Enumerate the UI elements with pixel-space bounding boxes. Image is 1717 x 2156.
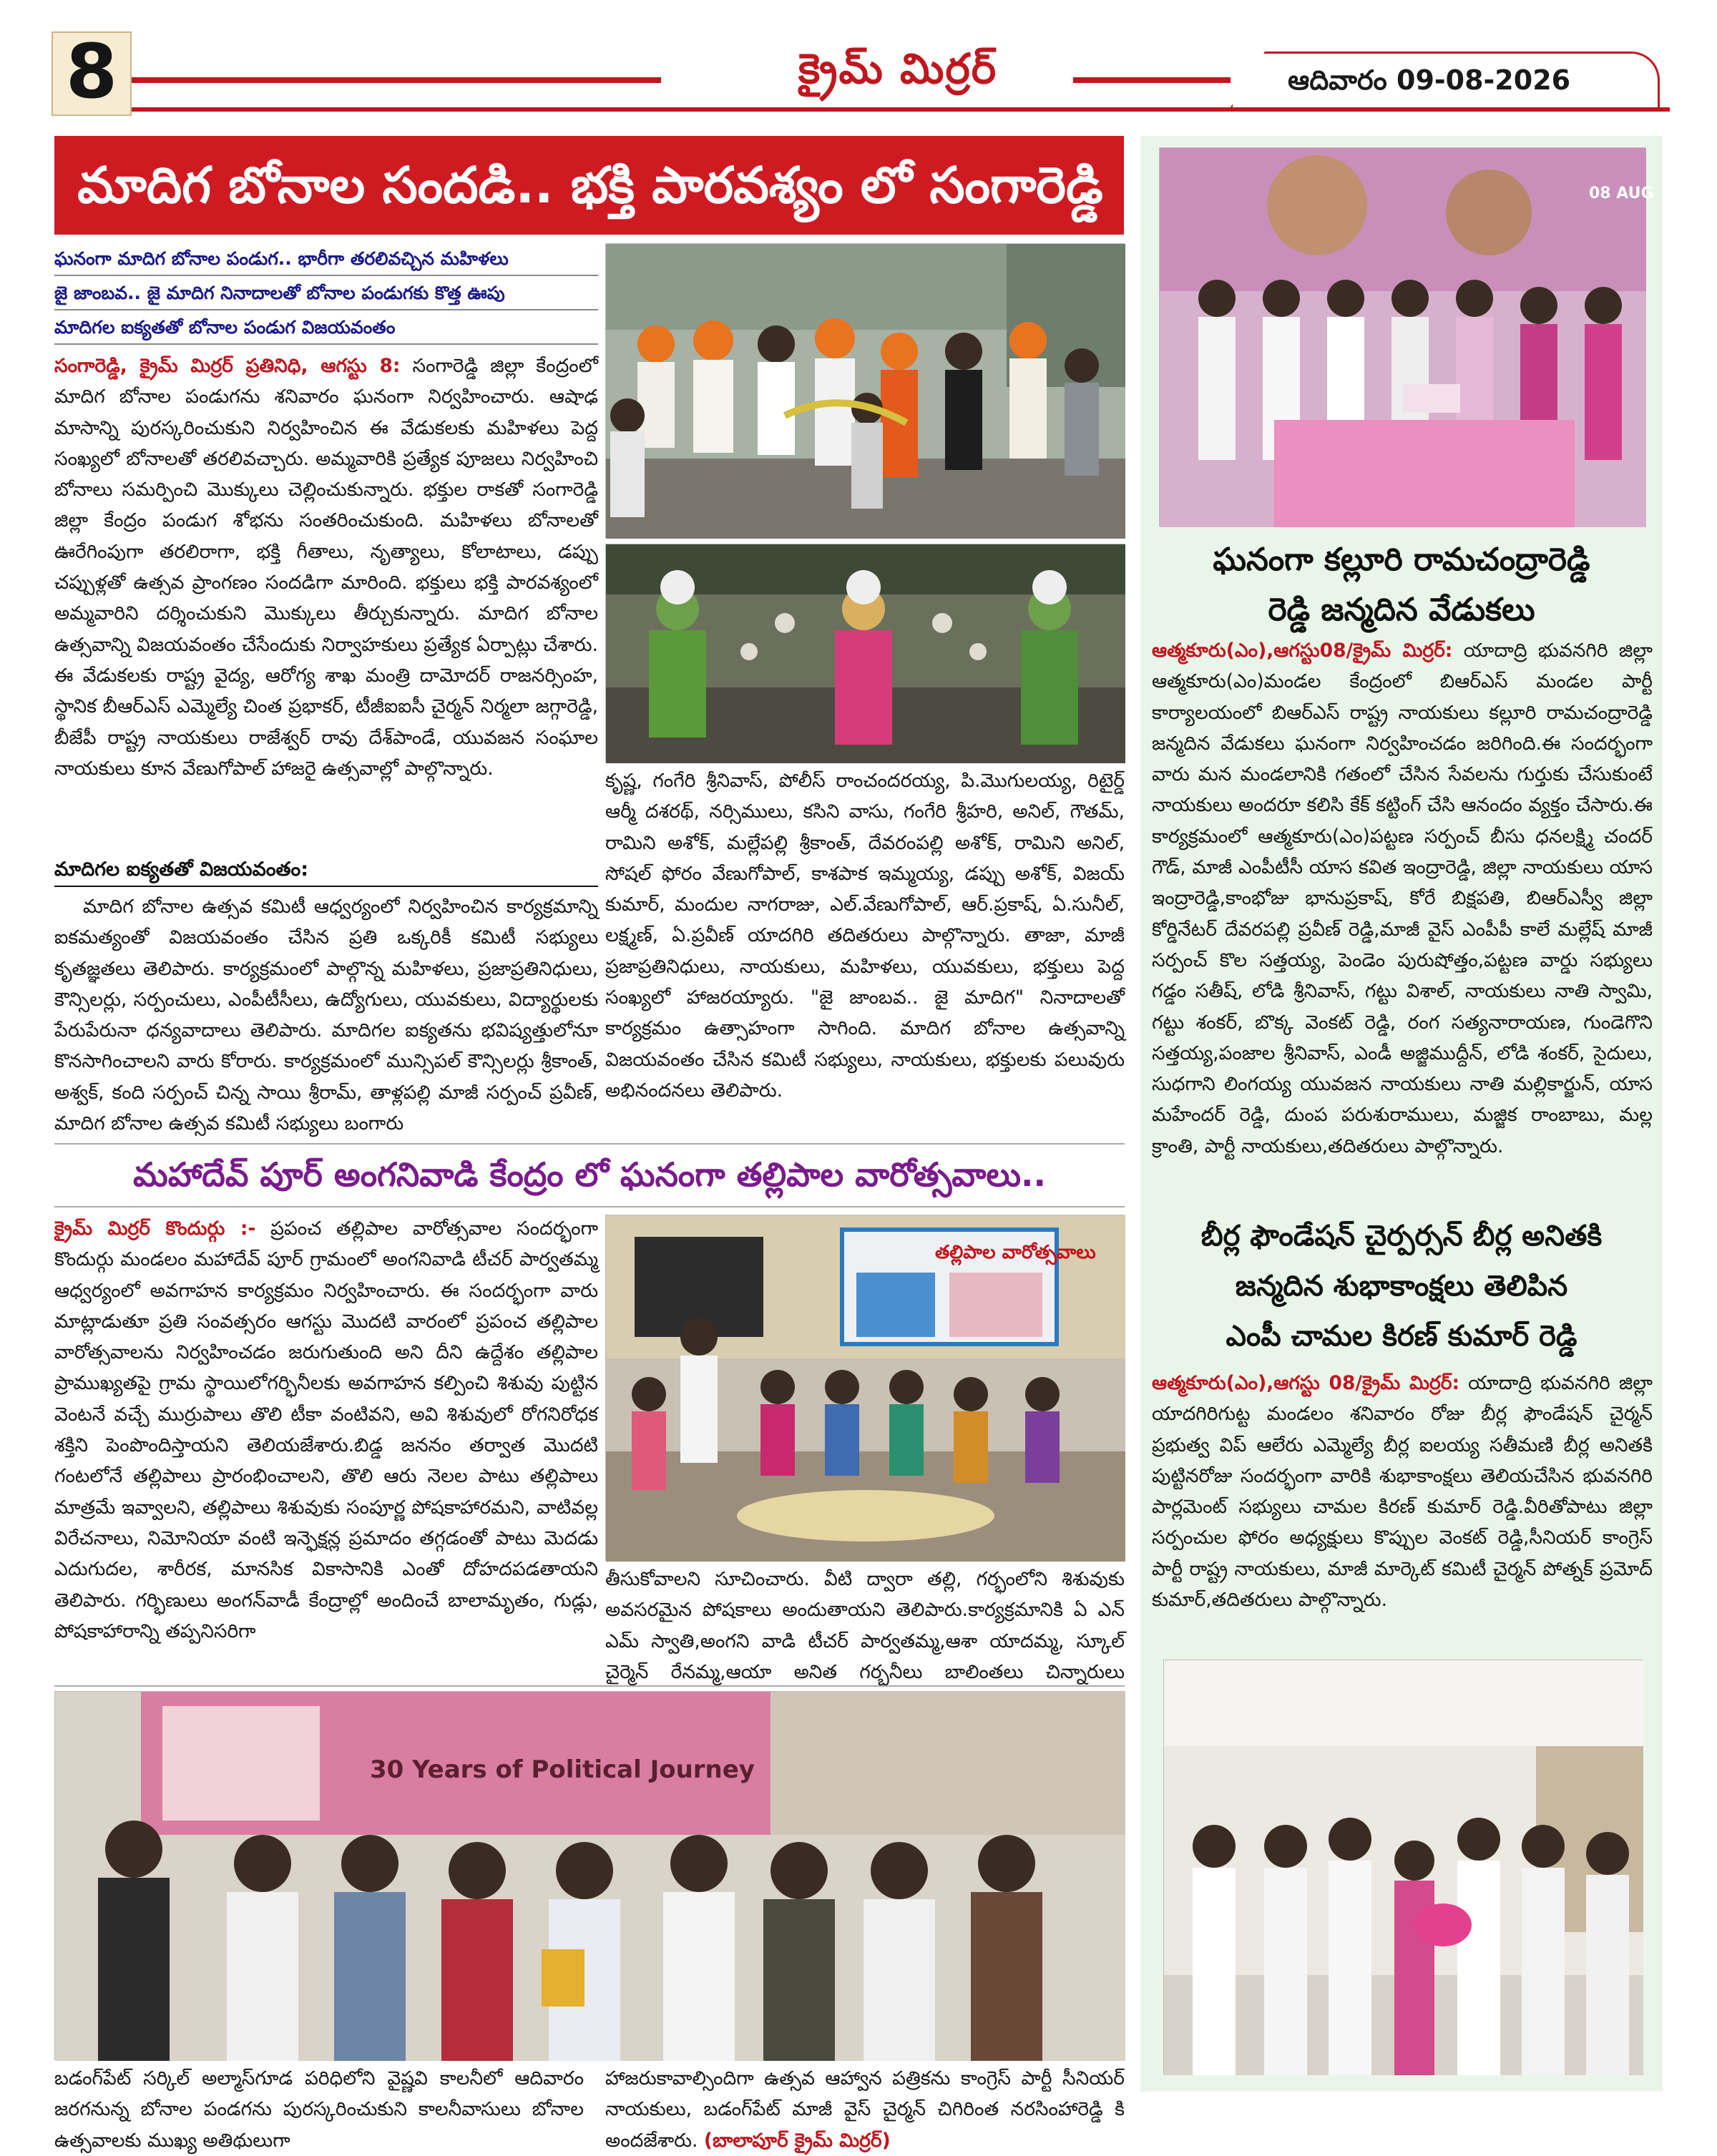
birthday-greeting-illustration xyxy=(1164,1660,1643,2075)
side2-headline-line1: బీర్ల ఫౌండేషన్ చైర్పర్సన్ బీర్ల అనితకి xyxy=(1200,1220,1603,1253)
side1-body xyxy=(1152,635,1653,1200)
birthday-greeting-photo xyxy=(1163,1660,1643,2074)
cake-cutting-illustration xyxy=(1160,148,1654,527)
story3-para2: హాజరుకావాల్సిందిగా ఉత్సవ ఆహ్వాన పత్రికను కాంగ్రెస్ పార్టీ సీనియర్ నాయకులు, బడంగ్‌పేట్ మాజీ వైస్ చైర్మన్ చిగిరింత నరసింహారెడ్డి కి అందజేశారు. xyxy=(605,2067,1125,2152)
story1-subhead-1: ఘనంగా మాదిగ బోనాల పండుగ.. భారీగా తరలివచ్చిన మహిళలు xyxy=(54,248,509,269)
newspaper-logo: క్రైమ్ మిర్రర్ xyxy=(798,44,998,93)
side1-headline-line2: రెడ్డి జన్మదిన వేడుకలు xyxy=(1268,592,1535,628)
story2-body-col1 xyxy=(54,1213,598,1678)
story1-para2: మాదిగ బోనాల ఉత్సవ కమిటీ ఆధ్వర్యంలో నిర్వహించిన కార్యక్రమాన్ని ఐకమత్యంతో విజయవంతం చేసిన ప్రతి ఒక్కరికీ కమిటీ సభ్యులు కృతజ్ఞతలు తెలిపారు. కార్యక్రమంలో పాల్గొన్న మహిళలు, ప్రజాప్రతినిధులు, కౌన్సిలర్లు, సర్పంచులు, ఎంపీటీసీలు, ఉద్యోగులు, యువకులు, విద్యార్థులకు పేరుపేరునా ధన్యవాదాలు తెలిపారు. మాదిగల ఐక్యతను భవిష్యత్తులోనూ కొనసాగించాలని వారు కోరారు. కార్యక్రమంలో మున్సిపల్ కౌన్సిలర్లు శ్రీకాంత్, అశ్వక్, కంది సర్పంచ్ చిన్న సాయి శ్రీరామ్, తాళ్లపల్లి మాజీ సర్పంచ్ ప్రవీణ్, మాదిగ బోనాల ఉత్సవ కమిటీ సభ్యులు బంగారు xyxy=(54,896,598,1135)
anganwadi-banner-text: తల్లిపాల వారోత్సవాలు xyxy=(935,1242,1096,1263)
story1-para3: కృష్ణ, గంగేరి శ్రీనివాస్, పోలీస్ రాంచందరయ్య, పి.మొగులయ్య, రిటైర్డ్ ఆర్మీ దశరథ్, నర్సిములు, కసిని వాసు, గంగేరి శ్రీహరి, అనిల్, గౌతమ్, రామిని అశోక్, మల్లేపల్లి శ్రీకాంత్, దేవరంపల్లి అశోక్, రామిని అనిల్, సోషల్ ఫోరం వేణుగోపాల్, కాశపాక ఇమ్మయ్య, డప్పు అశోక్, విజయ్ కుమార్, మందుల నాగరాజు, ఎల్.వేణుగోపాల్, ఆర్.ప్రకాష్, ఏ.సునీల్, లక్ష్మణ్, ఏ.ప్రవీణ్ యాదగిరి తదితరులు పాల్గొన్నారు. తాజా, మాజీ ప్రజాప్రతినిధులు, నాయకులు, మహిళలు, యువకులు, భక్తులు పెద్ద సంఖ్యలో హాజరయ్యారు. "జై జాంబవ.. జై మాదిగ" నినాదాలతో కార్యక్రమం ఉత్సాహంగా సాగింది. మాదిగ బోనాల ఉత్సవాన్ని విజయవంతం చేసిన కమిటీ సభ్యులు, నాయకులు, భక్తులకు పలువురు అభినందనలు తెలిపారు. xyxy=(605,770,1125,1102)
deity-figures-photo xyxy=(605,544,1125,763)
story2-para2: తీసుకోవాలని సూచించారు. వీటి ద్వారా తల్లి, గర్భంలోని శిశువుకు అవసరమైన పోషకాలు అందుతాయని తెలిపారు.కార్యక్రమానికి ఏ ఎన్ ఎమ్ స్వాతి,అంగని వాడి టీచర్ పార్వతమ్మ,ఆశా యాదమ్మ, స్కూల్ చైర్మెన్ రేనమ్మ,ఆయా అనిత గర్భనీలు బాలింతలు చిన్నారులు xyxy=(605,1568,1125,1683)
side2-headline-line3: ఎంపీ చామల కిరణ్ కుమార్ రెడ్డి xyxy=(1226,1320,1577,1353)
masthead-rule xyxy=(132,107,1670,112)
photo-banner-text: 30 Years of Political Journey xyxy=(370,1755,755,1784)
section-divider xyxy=(54,1206,1125,1207)
page-number: 8 xyxy=(65,28,118,115)
anganwadi-photo xyxy=(605,1215,1125,1561)
section-divider xyxy=(54,1143,1125,1145)
section-rule xyxy=(54,886,598,887)
cake-cutting-photo xyxy=(1159,147,1654,526)
side2-body xyxy=(1152,1368,1653,1661)
side1-headline-line1: ఘనంగా కల్లూరి రామచంద్రారెడ్డి xyxy=(1213,542,1590,578)
subhead-divider xyxy=(54,309,598,310)
procession-illustration xyxy=(606,244,1125,539)
side2-headline-line2: జన్మదిన శుభాకాంక్షలు తెలిపిన xyxy=(1235,1270,1568,1303)
section-divider xyxy=(54,1685,1125,1687)
story3-body-col2 xyxy=(605,2063,1125,2152)
masthead-rule-left xyxy=(132,77,661,83)
group-illustration xyxy=(55,1692,1125,2061)
deity-figures-illustration xyxy=(606,544,1125,763)
photo-badge-text: 08 AUG xyxy=(1589,185,1654,202)
story3-para1: బడంగ్‌పేట్ సర్కిల్ అల్మాస్‌గూడ పరిధిలోని వైష్ణవి కాలనీలో ఆదివారం జరగనున్న బోనాల పండగను పురస్కరించుకుని కాలనీవాసులు బోనాల ఉత్సవాలకు ముఖ్య అతిథులుగా xyxy=(54,2067,584,2152)
story1-dateline: సంగారెడ్డి, క్రైమ్ మిర్రర్ ప్రతినిధి, ఆగస్టు 8: xyxy=(54,355,401,377)
story1-subhead-2: జై జాంబవ.. జై మాదిగ నినాదాలతో బోనాల పండుగకు కొత్త ఊపు xyxy=(54,283,505,303)
side1-para: యాదాద్రి భువనగిరి జిల్లా ఆత్మకూరు(ఎం)మండల కేంద్రంలో బిఆర్ఎస్ మండల పార్టీ కార్యాలయంలో బిఆర్ఎస్ రాష్ట్ర నాయకులు కల్లూరి రామచంద్రారెడ్డి జన్మదిన వేడుకలు ఘనంగా నిర్వహించడం జరిగింది.ఈ సందర్భంగా వారు మన మండలానికి గతంలో చేసిన సేవలను గుర్తుకు చేసుకుంటే నాయకులు అందరూ కలిసి కేక్ కట్టింగ్ చేసి ఆనందం వ్యక్తం చేసారు.ఈ కార్యక్రమంలో ఆత్మకూరు(ఎం)పట్టణ సర్పంచ్ బీసు ధనలక్ష్మి చందర్ గౌడ్, మాజీ ఎంపీటీసీ యాస కవిత ఇంద్రారెడ్డి, జిల్లా నాయకులు యాస ఇంద్రారెడ్డి,కాంభోజు భానుప్రకాష్, కోరే బిక్షపతి, బిఆర్ఎస్వీ జిల్లా కోర్డినేటర్ దేవరపల్లి ప్రవీణ్ రెడ్డి,మాజీ వైస్ ఎంపీపీ కాలే మల్లేష్ మాజీ సర్పంచ్ కొల సత్తయ్య, పెండెం పురుషోత్తం,పట్టణ వార్డు సభ్యులు గడ్డం సతీష్, లోడి శ్రీనివాస్, గట్టు విశాల్, నాయకులు నాతి స్వామి, గట్టు శంకర్, బొక్క వెంకట్ రెడ్డి, రంగ సత్యనారాయణ, గుండెగొని సత్తయ్య,పంజాల శ్రీనివాస్, ఎండీ అజ్జిముద్దీన్, లోడి శంకర్, సైదులు, సుధగాని లింగయ్య యువజన నాయకులు నాతి మల్లికార్జున్, యాస మహేందర్ రెడ్డి, దుంప పరుశురాములు, మజ్జిక రాంబాబు, మల్ల క్రాంతి, పార్టీ నాయకులు,తదితరులు పాల్గొన్నారు. xyxy=(1152,640,1653,1157)
story2-headline: మహాదేవ్ పూర్ అంగనివాడి కేంద్రం లో ఘనంగా తల్లిపాల వారోత్సవాలు.. xyxy=(133,1155,1046,1194)
story3-dateline: (బాలాపూర్ క్రైమ్ మిర్రర్) xyxy=(703,2129,891,2152)
side2-para: యాదాద్రి భువనగిరి జిల్లా యాదగిరిగుట్ట మండలం శనివారం రోజు బీర్ల ఫౌండేషన్ చైర్మన్ ప్రభుత్వ విప్ ఆలేరు ఎమ్మెల్యే బీర్ల ఐలయ్య సతీమణి బీర్ల అనితకి పుట్టినరోజు సందర్భంగా వారికి శుభాకాంక్షలు తెలియచేసిన భువనగిరి పార్లమెంట్ సభ్యులు చామల కిరణ్ కుమార్ రెడ్డి.వీరితోపాటు జిల్లా సర్పంచుల ఫోరం అధ్యక్షులు కొప్పుల వెంకట్ రెడ్డి,సీనియర్ కాంగ్రెస్ పార్టీ రాష్ట్ర నాయకులు, మాజీ మార్కెట్ కమిటీ చైర్మన్ పోత్నక్ ప్రమోద్ కుమార్,తదితరులు పాల్గొన్నారు. xyxy=(1152,1372,1653,1612)
story1-headline: మాదిగ బోనాల సందడి.. భక్తి పారవశ్యం లో సంగారెడ్డి xyxy=(77,156,1103,215)
story2-para1: ప్రపంచ తల్లిపాల వారోత్సవాల సందర్భంగా కొందుర్గు మండలం మహాదేవ్ పూర్ గ్రామంలో అంగనివాడి టీచర్ పార్వతమ్మ ఆధ్వర్యంలో అవగాహన కార్యక్రమం నిర్వహించారు. ఈ సందర్భంగా వారు మాట్లాడుతూ ప్రతి సంవత్సరం ఆగస్టు మొదటి వారంలో ప్రపంచ తల్లిపాల వారోత్సవాలను నిర్వహించడం జరుగుతుంది అని దీని ఉద్దేశం తల్లిపాల ప్రాముఖ్యతపై గ్రామ స్థాయిలోగర్భినీలకు అవగాహన కల్పించి శిశువు పుట్టిన వెంటనే వచ్చే ముర్రుపాలు తొలి టీకా వంటివని, అవి శిశువులో రోగనిరోధక శక్తిని పెంపొందిస్తాయని తెలియజేశారు.బిడ్డ జననం తర్వాత మొదటి గంటలోనే తల్లిపాలు ప్రారంభించాలని, తొలి ఆరు నెలల పాటు తల్లిపాలు మాత్రమే ఇవ్వాలని, తల్లిపాలు శిశువుకు సంపూర్ణ పోషకాహారమని, వాటివల్ల విరేచనాలు, నిమోనియా వంటి ఇన్ఫెక్షన్ల ప్రమాదం తగ్గడంతో పాటు మెదడు ఎదుగుదల, శారీరక, మానసిక వికాసానికి ఎంతో దోహదపడతాయని తెలిపారు. గర్భిణులు అంగన్‌వాడీ కేంద్రాల్లో అందించే బాలామృతం, గుడ్లు, పోషకాహారాన్ని తప్పనిసరిగా xyxy=(54,1217,598,1642)
side1-dateline: ఆత్మకూరు(ఎం),ఆగస్టు08/క్రైమ్ మిర్రర్: xyxy=(1152,640,1453,662)
story1-subhead-3: మాదిగల ఐక్యతతో బోనాల పండుగ విజయవంతం xyxy=(54,317,396,338)
story1-para1: సంగారెడ్డి జిల్లా కేంద్రంలో మాదిగ బోనాల పండుగను శనివారం ఘనంగా నిర్వహించారు. ఆషాఢ మాసాన్ని పురస్కరించుకుని నిర్వహించిన ఈ వేడుకలకు మహిళలు పెద్ద సంఖ్యలో బోనాలతో తరలివచ్చారు. అమ్మవారికి ప్రత్యేక పూజలు నిర్వహించి బోనాలు సమర్పించి మొక్కులు చెల్లించుకున్నారు. భక్తుల రాకతో సంగారెడ్డి జిల్లా కేంద్రం పండుగ శోభను సంతరించుకుంది. మహిళలు బోనాలతో ఊరేగింపుగా తరలిరాగా, భక్తి గీతాలు, నృత్యాలు, కోలాటాలు, డప్పు చప్పుళ్లతో ఉత్సవ ప్రాంగణం సందడిగా మారింది. భక్తులు భక్తి పారవశ్యంలో అమ్మవారిని దర్శించుకుని మొక్కులు తీర్చుకున్నారు. మాదిగ బోనాల ఉత్సవాన్ని విజయవంతం చేసేందుకు నిర్వాహకులు ప్రత్యేక ఏర్పాట్లు చేశారు. ఈ వేడుకలకు రాష్ట్ర వైద్య, ఆరోగ్య శాఖ మంత్రి దామోదర్ రాజనర్సింహ, స్థానిక బీఆర్ఎస్ ఎమ్మెల్యే చింత ప్రభాకర్, టీజీఐఐసీ చైర్మన్ నిర్మలా జగ్గారెడ్డి, బీజేపీ రాష్ట్ర నాయకులు రాజేశ్వర్ రావు దేశ్‌పాండే, యువజన సంఘాల నాయకులు కూన వేణుగోపాల్ హాజరై ఉత్సవాల్లో పాల్గొన్నారు. xyxy=(54,355,598,780)
side2-dateline: ఆత్మకూరు(ఎం),ఆగస్టు 08/క్రైమ్ మిర్రర్: xyxy=(1152,1372,1460,1394)
procession-photo xyxy=(605,243,1125,538)
subhead-divider xyxy=(54,275,598,276)
subhead-divider xyxy=(54,343,598,345)
anganwadi-illustration xyxy=(606,1215,1125,1562)
story1-body-col1 xyxy=(54,351,598,851)
invitation-group-photo xyxy=(54,1691,1125,2060)
story1-section-head: మాదిగల ఐక్యతతో విజయవంతం: xyxy=(54,858,309,881)
issue-date: ఆదివారం 09-08-2026 xyxy=(1288,64,1571,96)
story2-dateline: క్రైమ్ మిర్రర్ కొందుర్గు :- xyxy=(54,1217,256,1240)
masthead-rule-right xyxy=(1073,77,1231,83)
